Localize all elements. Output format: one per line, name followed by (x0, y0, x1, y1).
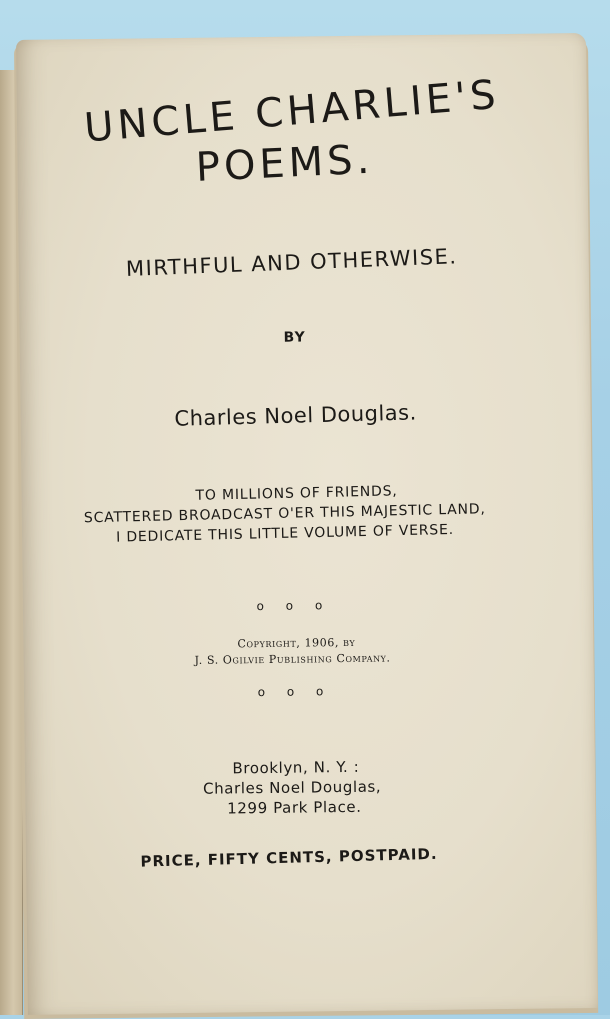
address-line-1: Brooklyn, N. Y. : (232, 757, 360, 778)
dedication-line-1: TO MILLIONS OF FRIENDS, (195, 483, 398, 504)
subtitle: MIRTHFUL AND OTHERWISE. (125, 244, 458, 282)
dedication-line-2: SCATTERED BROADCAST O'ER THIS MAJESTIC LAND, (83, 501, 486, 527)
price-line: PRICE, FIFTY CENTS, POSTPAID. (140, 844, 438, 871)
dedication-line-3: I DEDICATE THIS LITTLE VOLUME OF VERSE. (116, 521, 455, 546)
author-name: Charles Noel Douglas. (174, 400, 418, 431)
copyright-line-1: Copyright, 1906, by (237, 635, 356, 651)
address-line-3: 1299 Park Place. (227, 797, 362, 818)
ornament-bottom: o o o (257, 684, 333, 700)
ornament-top: o o o (256, 598, 332, 614)
title-line-1: UNCLE CHARLIE'S (82, 71, 502, 152)
address-line-2: Charles Noel Douglas, (202, 777, 382, 798)
copyright-line-2: J. S. Ogilvie Publishing Company. (194, 651, 391, 667)
by-label: BY (283, 329, 306, 346)
title-page (16, 33, 598, 1015)
title-line-2: POEMS. (194, 136, 375, 191)
